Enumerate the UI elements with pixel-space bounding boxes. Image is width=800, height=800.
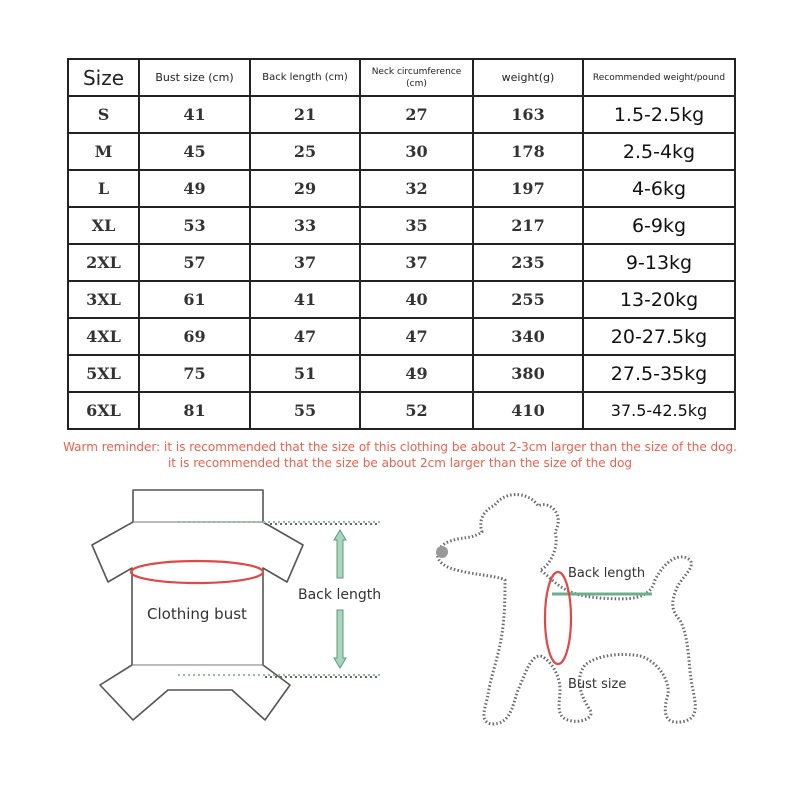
cell-weight: 340 — [473, 318, 583, 355]
cell-bust: 57 — [139, 244, 250, 281]
clothing-bust-label: Clothing bust — [147, 605, 247, 623]
cell-neck: 52 — [360, 392, 473, 429]
warm-reminder-line-2: it is recommended that the size be about 2cm larger than the size of the dog — [167, 456, 633, 470]
cell-neck: 32 — [360, 170, 473, 207]
cell-bust: 53 — [139, 207, 250, 244]
cell-back-length: 33 — [250, 207, 360, 244]
cell-back-length: 29 — [250, 170, 360, 207]
table-row — [68, 96, 735, 133]
clothing-diagram — [92, 490, 381, 720]
cell-bust: 81 — [139, 392, 250, 429]
table-header-row — [68, 59, 735, 96]
warm-reminder-line-1: Warm reminder: it is recommended that the size of this clothing be about 2-3cm larger than the size of the dog. — [63, 440, 737, 454]
cell-neck: 47 — [360, 318, 473, 355]
cell-size: 2XL — [68, 244, 139, 281]
cell-bust: 69 — [139, 318, 250, 355]
cell-weight: 235 — [473, 244, 583, 281]
cell-size: 5XL — [68, 355, 139, 392]
back-length-arrow-top — [334, 530, 346, 578]
cell-recommended-weight: 1.5-2.5kg — [583, 96, 735, 133]
cell-neck: 27 — [360, 96, 473, 133]
cell-size: XL — [68, 207, 139, 244]
cell-back-length: 51 — [250, 355, 360, 392]
cell-weight: 163 — [473, 96, 583, 133]
header-weight: weight(g) — [473, 59, 583, 96]
table-row — [68, 244, 735, 281]
measurement-diagrams — [0, 480, 800, 800]
table-row — [68, 170, 735, 207]
cell-weight: 178 — [473, 133, 583, 170]
cell-recommended-weight: 4-6kg — [583, 170, 735, 207]
cell-bust: 61 — [139, 281, 250, 318]
table-row — [68, 355, 735, 392]
header-neck-circumference: Neck circumference (cm) — [360, 59, 473, 96]
cell-weight: 197 — [473, 170, 583, 207]
cell-neck: 49 — [360, 355, 473, 392]
cell-neck: 37 — [360, 244, 473, 281]
cell-size: L — [68, 170, 139, 207]
dog-outline — [438, 495, 696, 724]
header-bust-size: Bust size (cm) — [139, 59, 250, 96]
cell-back-length: 21 — [250, 96, 360, 133]
cell-recommended-weight: 27.5-35kg — [583, 355, 735, 392]
header-recommended-weight: Recommended weight/pound — [583, 59, 735, 96]
cell-bust: 41 — [139, 96, 250, 133]
cell-weight: 217 — [473, 207, 583, 244]
cell-recommended-weight: 2.5-4kg — [583, 133, 735, 170]
table-row — [68, 318, 735, 355]
clothing-back-length-label: Back length — [298, 587, 382, 603]
table-row — [68, 392, 735, 429]
cell-weight: 255 — [473, 281, 583, 318]
dog-diagram — [436, 495, 695, 724]
cell-weight: 410 — [473, 392, 583, 429]
back-length-arrow-bottom — [334, 610, 346, 668]
cell-recommended-weight: 13-20kg — [583, 281, 735, 318]
cell-back-length: 25 — [250, 133, 360, 170]
cell-recommended-weight: 9-13kg — [583, 244, 735, 281]
dog-back-length-label: Back length — [568, 566, 646, 581]
table-row — [68, 281, 735, 318]
header-back-length: Back length (cm) — [250, 59, 360, 96]
cell-back-length: 55 — [250, 392, 360, 429]
cell-back-length: 47 — [250, 318, 360, 355]
cell-recommended-weight: 37.5-42.5kg — [583, 392, 735, 429]
cell-recommended-weight: 20-27.5kg — [583, 318, 735, 355]
table-row — [68, 207, 735, 244]
cell-neck: 30 — [360, 133, 473, 170]
cell-size: 3XL — [68, 281, 139, 318]
cell-size: M — [68, 133, 139, 170]
cell-neck: 40 — [360, 281, 473, 318]
cell-back-length: 37 — [250, 244, 360, 281]
cell-bust: 45 — [139, 133, 250, 170]
header-size: Size — [68, 59, 139, 96]
cell-weight: 380 — [473, 355, 583, 392]
cell-neck: 35 — [360, 207, 473, 244]
dog-bust-size-label: Bust size — [568, 677, 627, 692]
cell-back-length: 41 — [250, 281, 360, 318]
cell-size: 6XL — [68, 392, 139, 429]
dog-nose — [436, 546, 448, 558]
cell-recommended-weight: 6-9kg — [583, 207, 735, 244]
table-row — [68, 133, 735, 170]
size-chart-table — [67, 58, 736, 430]
cell-size: 4XL — [68, 318, 139, 355]
cell-bust: 75 — [139, 355, 250, 392]
cell-size: S — [68, 96, 139, 133]
cell-bust: 49 — [139, 170, 250, 207]
